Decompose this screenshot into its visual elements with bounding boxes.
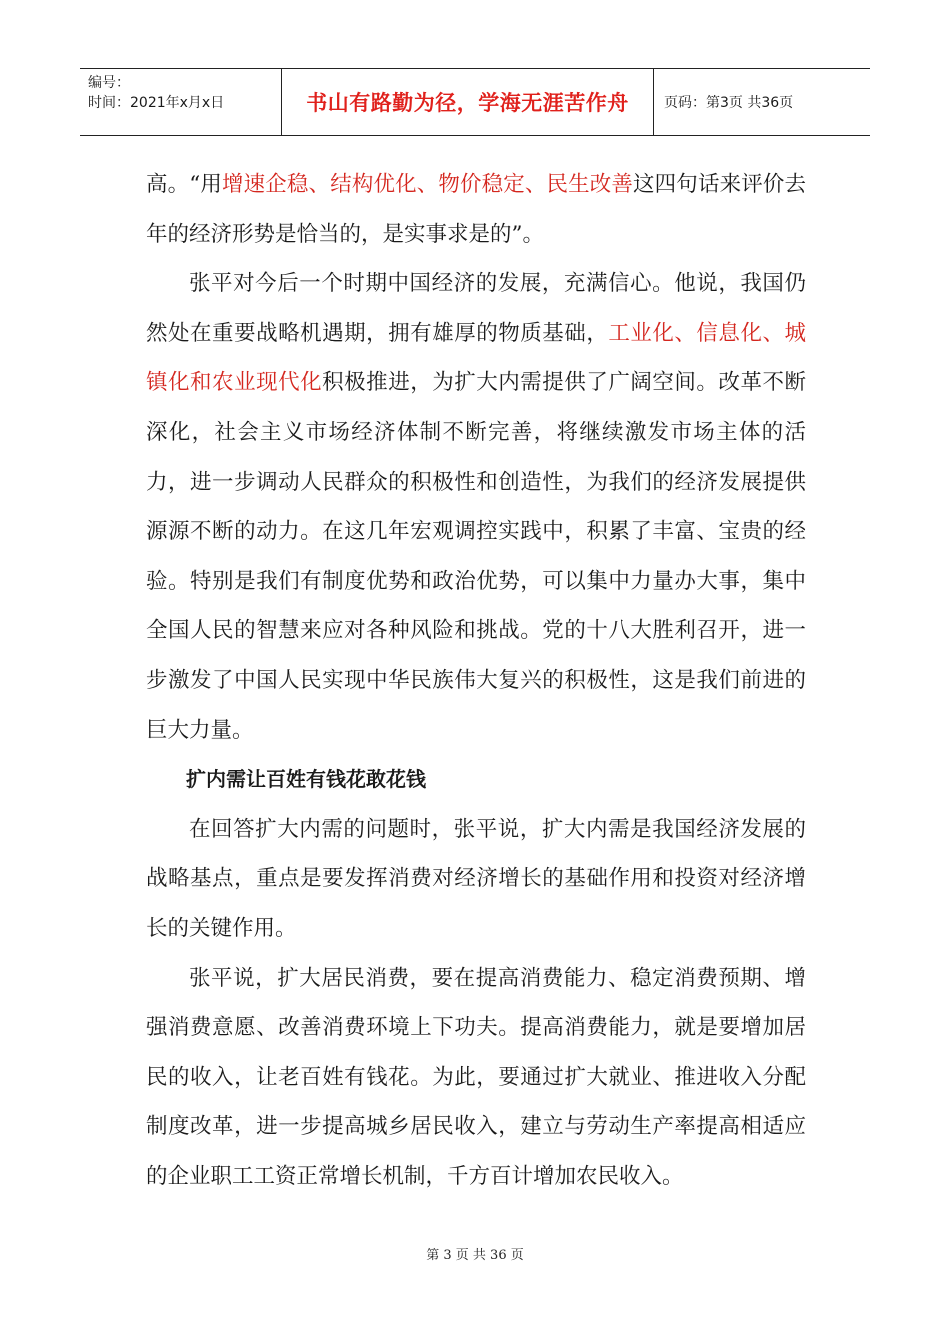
paragraph-2-text-a: 张平对今后一个时期中国经济的发展，充满信心。他说，我国仍然处在重要战略机遇期，拥有雄厚的物质基础， (146, 271, 806, 346)
header-meta (80, 69, 282, 135)
paragraph-1 (146, 160, 806, 259)
header-motto: 书山有路勤为径，学海无涯苦作舟 (282, 69, 654, 135)
document-number-label: 编号： (88, 75, 130, 91)
document-time-label: 时间：2021年x月x日 (88, 95, 225, 111)
paragraph-3: 在回答扩大内需的问题时，张平说，扩大内需是我国经济发展的战略基点，重点是要发挥消费对经济增长的基础作用和投资对经济增长的关键作用。 (146, 816, 806, 941)
paragraph-1-text-b: 这四句话来评价去年的经济形势是恰当的，是实事求是的”。 (146, 172, 806, 247)
paragraph-1-text-a: 高。“用 (146, 172, 223, 197)
paragraph-2-highlight: 工业化、信息化、城镇化和农业现代化 (146, 320, 806, 396)
paragraph-2 (146, 259, 806, 755)
section-heading: 扩内需让百姓有钱花敢花钱 (186, 767, 426, 792)
paragraph-2-text-b: 积极推进，为扩大内需提供了广阔空间。改革不断深化，社会主义市场经济体制不断完善，将继续激发市场主体的活力，进一步调动人民群众的积极性和创造性，为我们的经济发展提供源源不断的动力。在这几年宏观调控实践中，积累了丰富、宝贵的经验。特别是我们有制度优势和政治优势，可以集中力量办大事，集中全国人民的智慧来应对各种风险和挑战。党的十八大胜利召开，进一步激发了中国人民实现中华民族伟大复兴的积极性，这是我们前进的巨大力量。 (146, 370, 806, 743)
paragraph-1-highlight: 增速企稳、结构优化、物价稳定、民生改善 (222, 172, 634, 197)
paragraph-4: 张平说，扩大居民消费，要在提高消费能力、稳定消费预期、增强消费意愿、改善消费环境上下功夫。提高消费能力，就是要增加居民的收入，让老百姓有钱花。为此，要通过扩大就业、推进收入分配制度改革，进一步提高城乡居民收入，建立与劳动生产率提高相适应的企业职工工资正常增长机制，千方百计增加农民收入。 (146, 965, 806, 1189)
page-footer: 第 3 页 共 36 页 (426, 1248, 524, 1263)
page-header (80, 68, 870, 136)
document-body (146, 160, 806, 1201)
header-page-info: 页码：第3页 共36页 (664, 95, 794, 111)
